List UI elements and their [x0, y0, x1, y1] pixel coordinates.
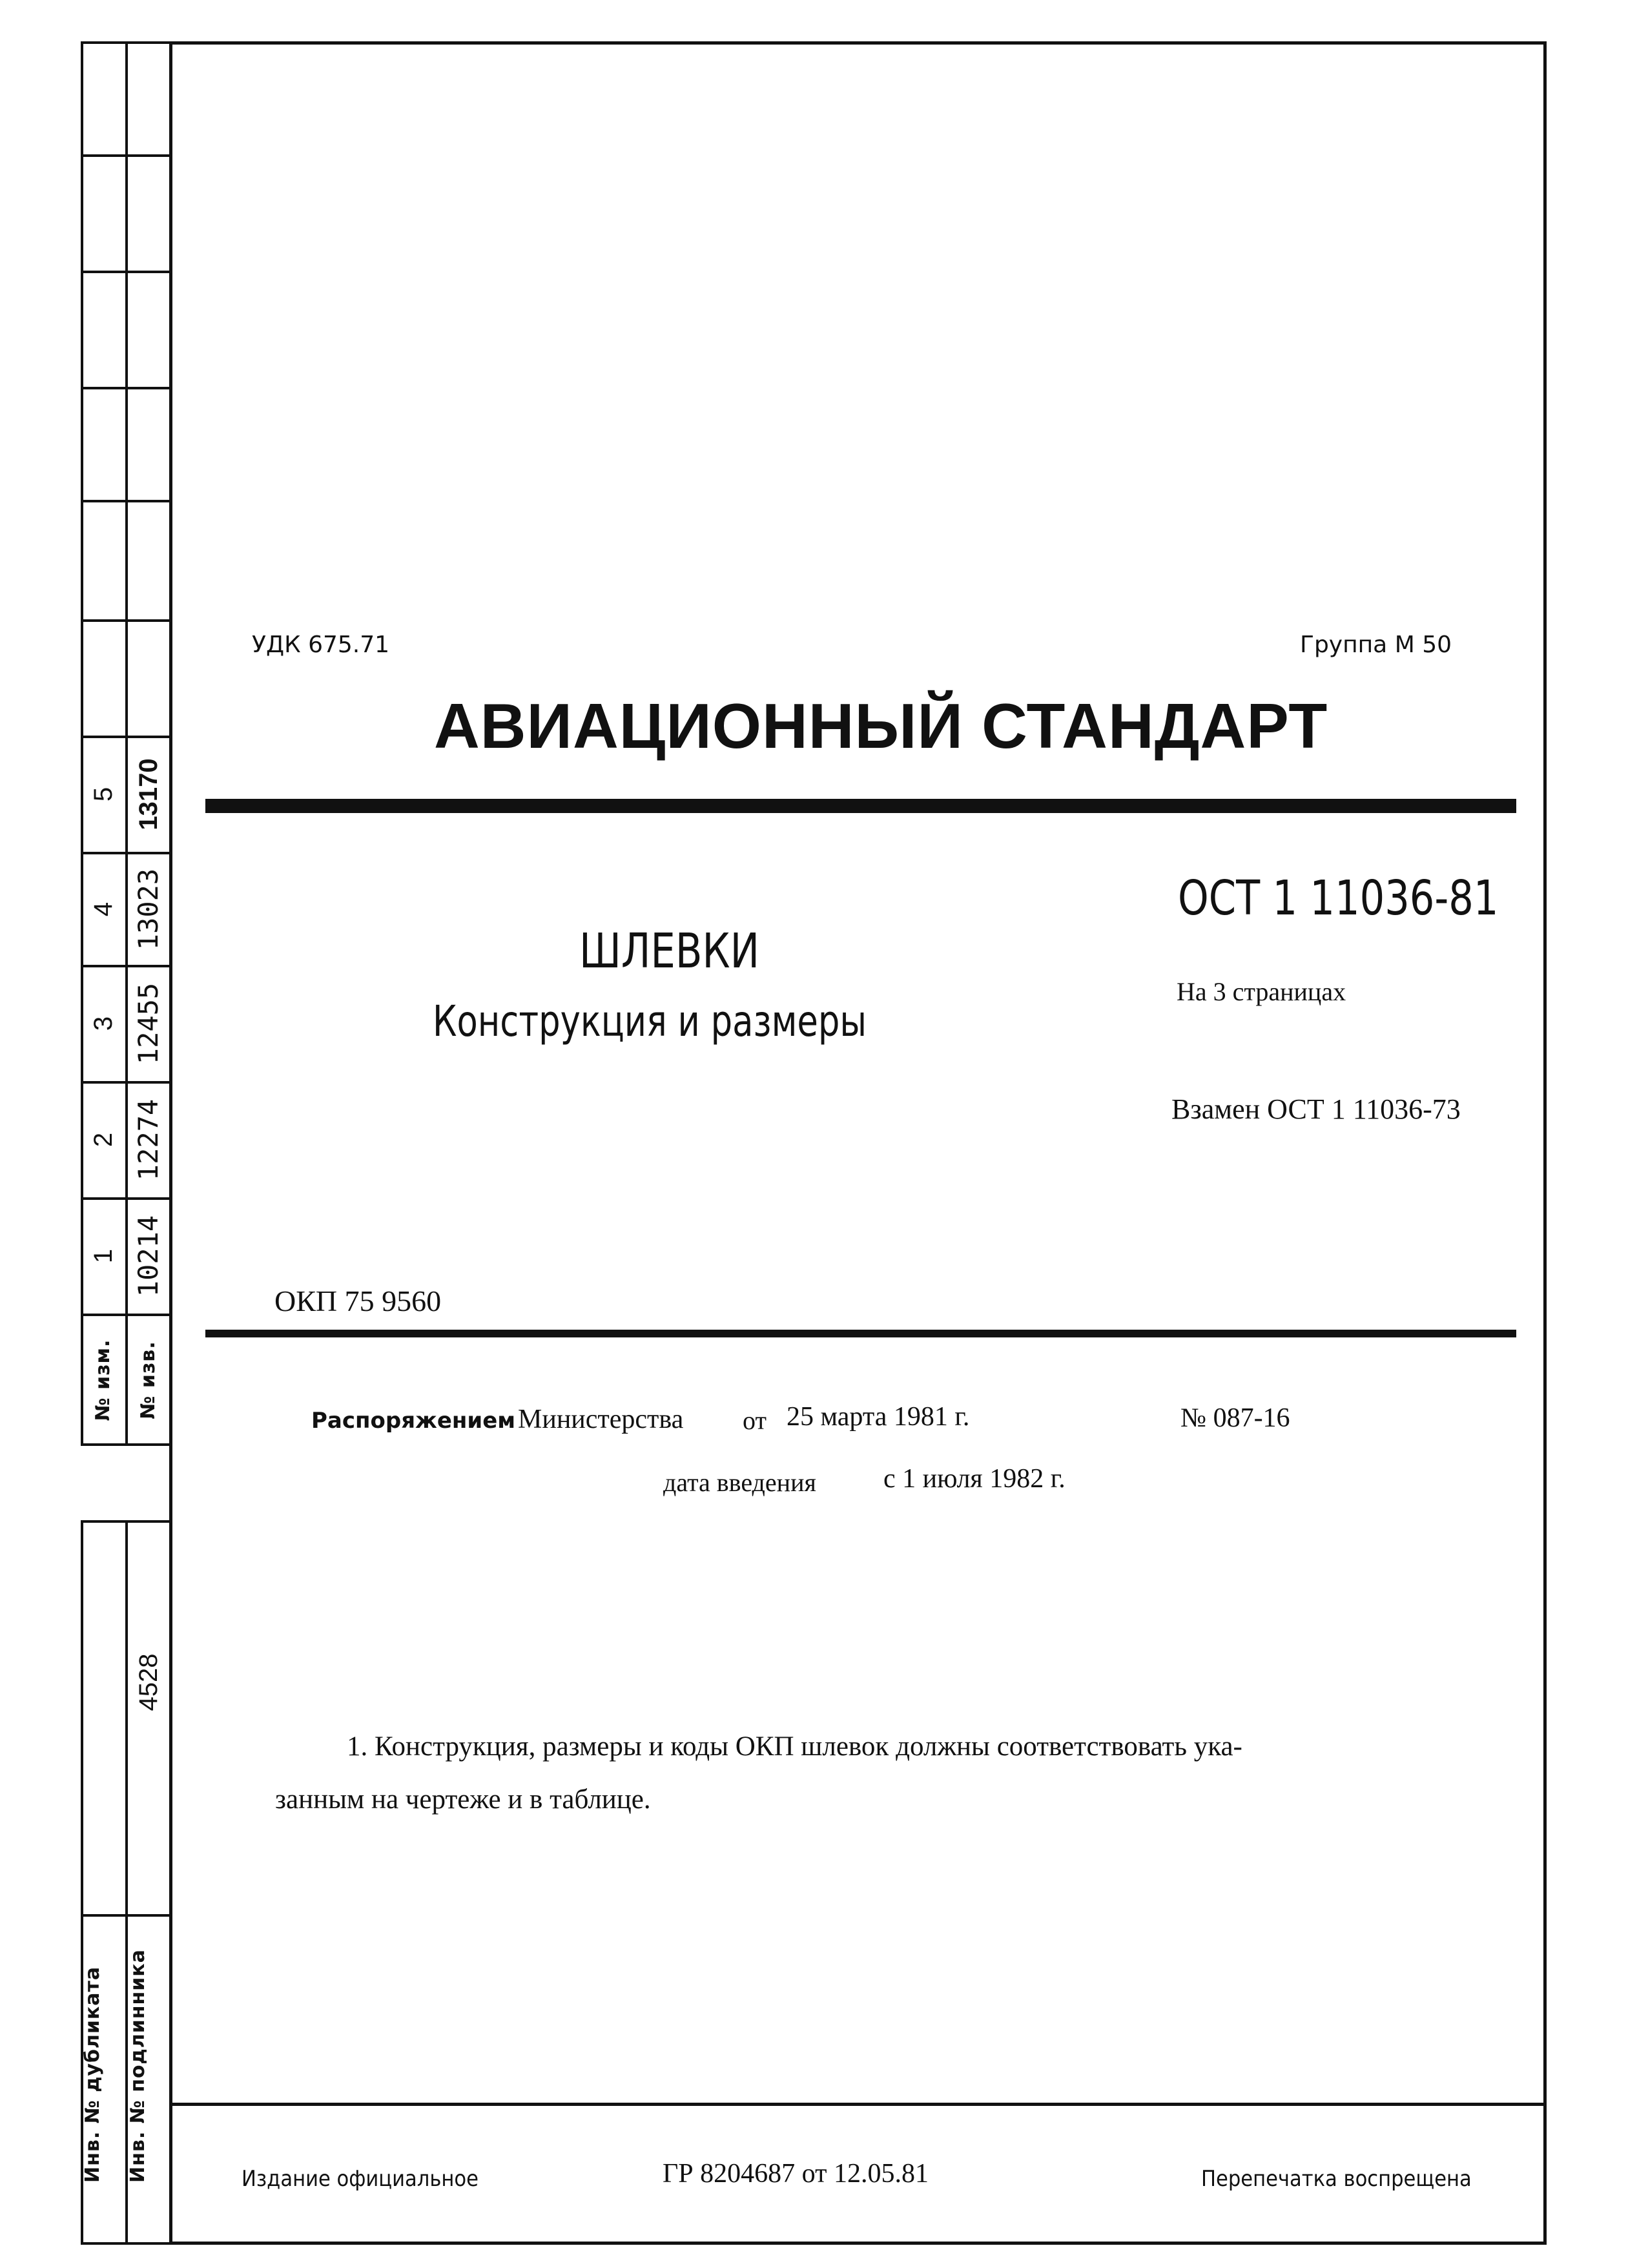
duplicate-inventory-label: Инв. № дубликата: [81, 1966, 104, 2183]
body-paragraph-line: занным на чертеже и в таблице.: [275, 1784, 651, 1815]
standard-subtitle: Конструкция и размеры: [433, 996, 867, 1046]
revision-table-divider: [125, 41, 128, 1446]
original-inventory-label: Инв. № подлинника: [127, 1949, 149, 2183]
edition-label: Издание официальное: [242, 2166, 479, 2192]
page-frame: [169, 41, 1547, 2245]
page-title: АВИАЦИОННЫЙ СТАНДАРТ: [434, 690, 1328, 761]
udc-code: УДК 675.71: [252, 632, 390, 658]
revision-notice-number: 10214: [132, 1215, 164, 1297]
okp-rule: [205, 1330, 1516, 1337]
body-paragraph-line: 1. Конструкция, размеры и коды ОКП шлевок должны соответствовать ука-: [347, 1731, 1242, 1762]
revision-change-number: 3: [89, 1016, 118, 1031]
revision-change-number: 1: [89, 1248, 118, 1264]
revision-notice-number: 12274: [132, 1098, 164, 1181]
header-rule: [205, 799, 1516, 813]
revision-change-number: 2: [89, 1132, 118, 1148]
order-number: № 087-16: [1180, 1403, 1290, 1433]
notice-number-label: № изв.: [137, 1341, 160, 1419]
order-date: 25 марта 1981 г.: [787, 1402, 970, 1432]
revision-notice-number: 13170: [134, 758, 163, 830]
registration-number: ГР 8204687 от 12.05.81: [663, 2159, 929, 2189]
standard-number: ОСТ 1 11036-81: [1178, 871, 1499, 926]
intro-date-label: дата введения: [663, 1468, 816, 1497]
ministry: Министерства: [518, 1405, 684, 1434]
original-inventory-number: 4528: [134, 1653, 163, 1711]
standard-name: ШЛЕВКИ: [579, 923, 759, 979]
replaces-standard: Взамен ОСТ 1 11036-73: [1171, 1093, 1461, 1125]
revision-change-number: 5: [89, 787, 118, 802]
revision-notice-number: 13023: [132, 868, 164, 951]
change-number-label: № изм.: [92, 1339, 114, 1421]
revision-notice-number: 12455: [132, 982, 164, 1065]
reprint-notice: Перепечатка воспрещена: [1201, 2166, 1472, 2192]
okp-code: ОКП 75 9560: [274, 1284, 442, 1317]
order-by: Распоряжением: [311, 1408, 516, 1434]
order-from-label: от: [743, 1406, 767, 1435]
page-count: На 3 страницах: [1177, 977, 1346, 1006]
group-code: Группа М 50: [1300, 632, 1452, 658]
intro-date: с 1 июля 1982 г.: [883, 1464, 1066, 1494]
revision-change-number: 4: [89, 902, 118, 917]
footer-rule: [169, 2103, 1547, 2106]
